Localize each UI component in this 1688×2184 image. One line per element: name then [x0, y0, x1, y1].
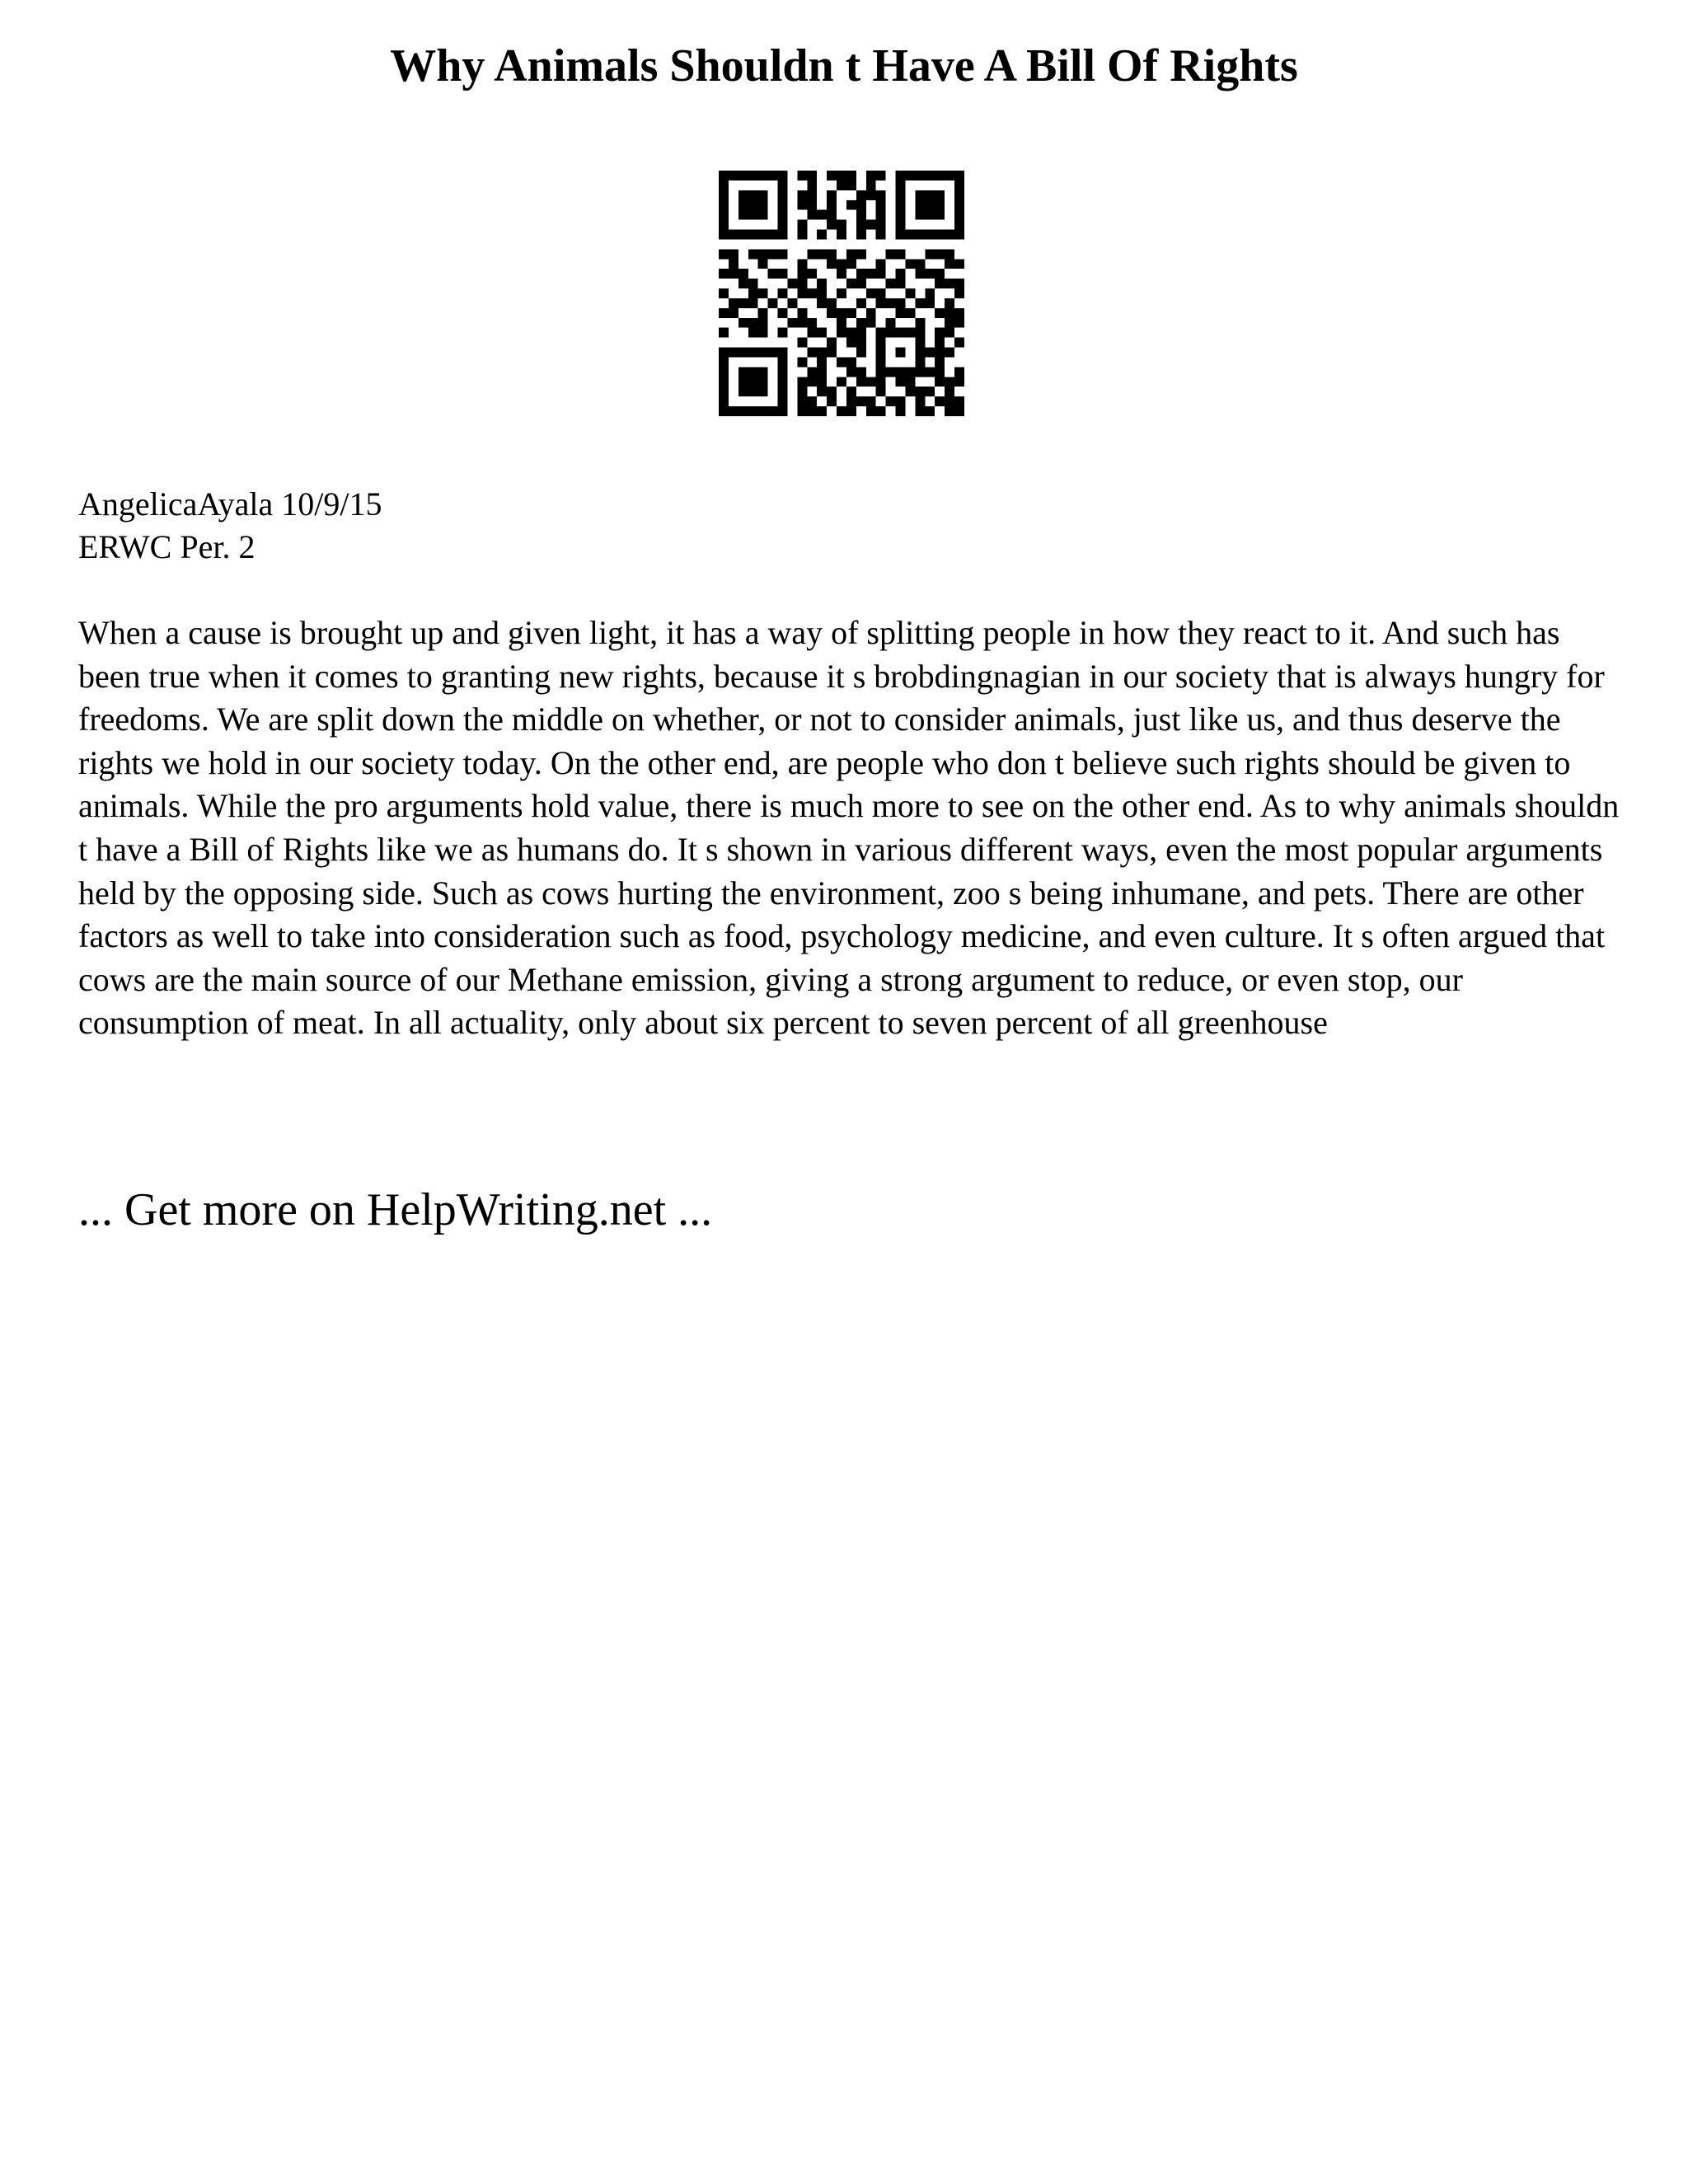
author-date-line: AngelicaAyala 10/9/15	[78, 485, 382, 523]
document-meta	[78, 483, 382, 569]
document-title: Why Animals Shouldn t Have A Bill Of Rights	[390, 40, 1298, 91]
class-period-line: ERWC Per. 2	[78, 528, 256, 565]
get-more-link[interactable]: ... Get more on HelpWriting.net ...	[78, 1184, 713, 1235]
essay-body: When a cause is brought up and given light, it has a way of splitting people in how they react to it. And such has been true when it comes to granting new rights, because it s brobdingnagian in our society that is always hungry for freedoms. We are split down the middle on whether, or not to consider animals, just like us, and thus deserve the rights we hold in our society today. On the other end, are people who don t believe such rights should be given to animals. While the pro arguments hold value, there is much more to see on the other end. As to why animals shouldn t have a Bill of Rights like we as humans do. It s shown in various different ways, even the most popular arguments held by the opposing side. Such as cows hurting the environment, zoo s being inhumane, and pets. There are other factors as well to take into consideration such as food, psychology medicine, and even culture. It s often argued that cows are the main source of our Methane emission, giving a strong argument to reduce, or even stop, our consumption of meat. In all actuality, only about six percent to seven percent of all greenhouse	[78, 614, 1620, 1042]
qr-code-icon	[719, 171, 964, 416]
